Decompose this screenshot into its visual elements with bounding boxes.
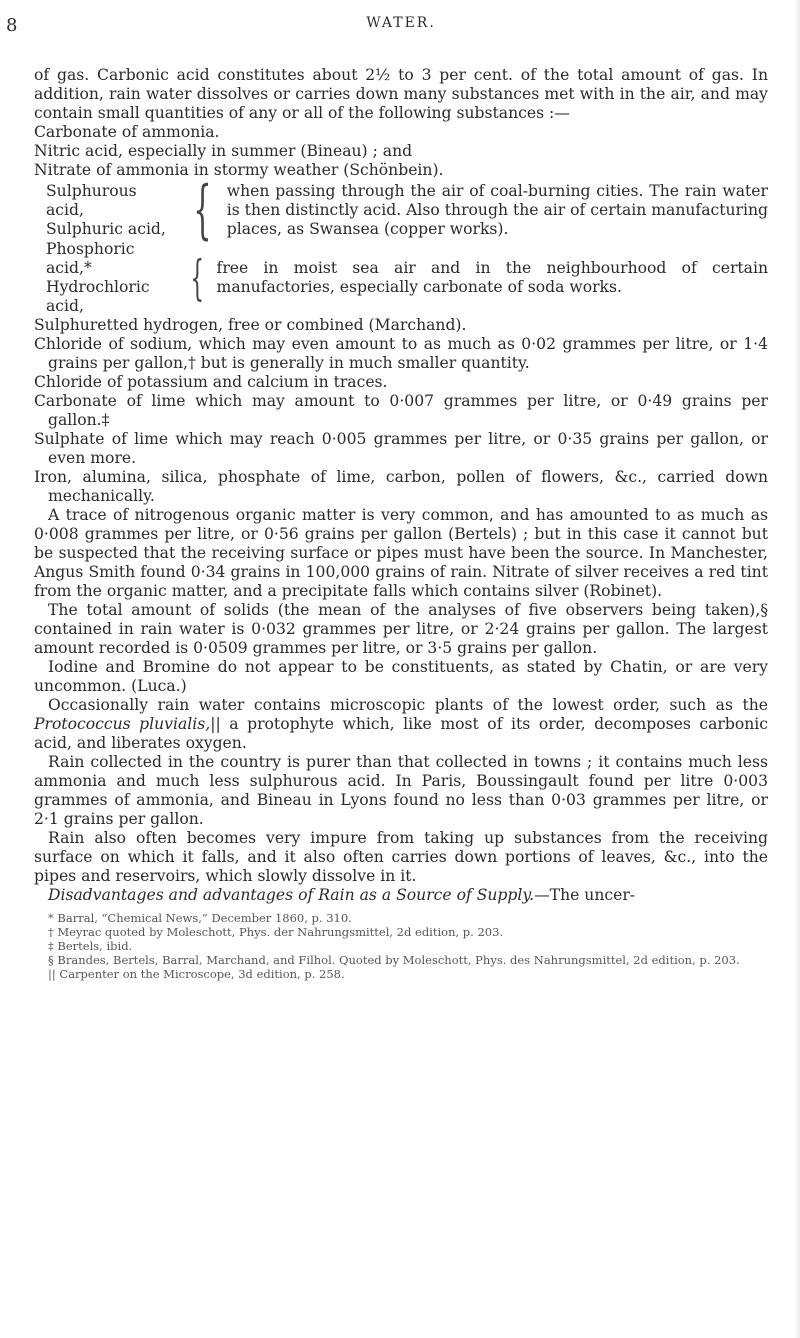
footnote: § Brandes, Bertels, Barral, Marchand, and Filhol. Quoted by Moleschott, Phys. des Nahrungsmittel, 2d edition, p. 203. — [48, 953, 740, 967]
list-item: Chloride of potassium and calcium in traces. — [34, 373, 388, 391]
list-item: Iron, alumina, silica, phosphate of lime, carbon, pollen of flowers, &c., carried down mechanically. — [34, 468, 768, 505]
page-header — [6, 0, 768, 40]
paragraph — [34, 696, 768, 753]
brace-left-items — [46, 182, 178, 239]
paragraph: The total amount of solids (the mean of the analyses of five observers being taken),§ contained in rain water is 0·032 grammes per litre, or 2·24 grains per gallon. The largest amount recorded is 0·0509 grammes per litre, or 3·5 grains per gallon. — [34, 601, 768, 657]
text-run: Occasionally rain water contains microscopic plants of the lowest order, such as the — [48, 696, 768, 714]
list-item: Sulphuric acid, — [46, 219, 166, 238]
brace-group-sulphur — [46, 173, 768, 247]
footnote: * Barral, “Chemical News,” December 1860, p. 310. — [48, 911, 352, 925]
brace-left-items — [46, 240, 178, 316]
section-heading: Disadvantages and advantages of Rain as a Source of Supply. — [48, 886, 535, 904]
paragraph: A trace of nitrogenous organic matter is very common, and has amounted to as much as 0·008 grammes per litre, or 0·56 grains per gallon (Bertels) ; but in this case it cannot but be suspected that the receiving surface or pipes must have been the source. In Manchester, Angus Smith found 0·34 grains in 100,000 grains of rain. Nitrate of silver receives a red tint from the organic matter, and a precipitate falls which contains silver (Robinet). — [34, 506, 768, 600]
page-body — [34, 66, 768, 905]
footnote: † Meyrac quoted by Moleschott, Phys. der Nahrungsmittel, 2d edition, p. 203. — [48, 925, 504, 939]
list-item: Sulphuretted hydrogen, free or combined (Marchand). — [34, 316, 467, 334]
list-item: Hydrochloric acid, — [46, 278, 150, 315]
footnote: ‡ Bertels, ibid. — [48, 939, 133, 953]
footnote: || Carpenter on the Microscope, 3d edition, p. 258. — [48, 967, 345, 981]
text-run: || a protophyte which, like most of its order, decomposes carbonic acid, and liberates oxygen. — [34, 715, 768, 752]
paragraph: Rain also often becomes very impure from taking up substances from the receiving surface on which it falls, and it also often carries down portions of leaves, &c., into the pipes and reservoirs, which slowly dissolve in it. — [34, 829, 768, 885]
list-item: Nitrate of ammonia in stormy weather (Schönbein). — [34, 161, 444, 179]
page-number: 8 — [6, 15, 18, 36]
list-item: Chloride of sodium, which may even amount to as much as 0·02 grammes per litre, or 1·4 grains per gallon,† but is generally in much smaller quantity. — [34, 335, 768, 372]
paragraph — [34, 886, 768, 905]
page-edge — [794, 0, 800, 1338]
paragraph: of gas. Carbonic acid constitutes about 2½ to 3 per cent. of the total amount of gas. In addition, rain water dissolves or carries down many substances met with in the air, and may contain small quantities of any or all of the following substances :— — [34, 66, 768, 122]
curly-brace: { — [190, 250, 205, 306]
curly-brace: { — [193, 173, 212, 247]
list-item: Carbonate of lime which may amount to 0·007 grammes per litre, or 0·49 grains per gallon.‡ — [34, 392, 768, 429]
list-item: Carbonate of ammonia. — [34, 123, 220, 141]
species-name: Protococcus pluvialis, — [34, 715, 211, 733]
list-item: Sulphate of lime which may reach 0·005 grammes per litre, or 0·35 grains per gallon, or even more. — [34, 430, 768, 467]
list-item: Nitric acid, especially in summer (Bineau) ; and — [34, 142, 413, 160]
paragraph: Iodine and Bromine do not appear to be constituents, as stated by Chatin, or are very uncommon. (Luca.) — [34, 658, 768, 695]
book-page — [6, 0, 768, 981]
brace-description: when passing through the air of coal-burning cities. The rain water is then distinctly acid. Also through the air of certain manufacturing places, as Swansea (copper works). — [226, 181, 768, 238]
brace-description: free in moist sea air and in the neighbourhood of certain manufactories, especially carbonate of soda works. — [216, 259, 768, 296]
brace-group-acids — [46, 240, 768, 316]
text-run: —The uncer- — [534, 886, 636, 904]
list-item: Phosphoric acid,* — [46, 240, 135, 277]
paragraph: Rain collected in the country is purer than that collected in towns ; it contains much less ammonia and much less sulphurous acid. In Paris, Boussingault found per litre 0·003 grammes of ammonia, and Bineau in Lyons found no less than 0·03 grammes per litre, or 2·1 grains per gallon. — [34, 753, 768, 828]
running-head: WATER. — [366, 15, 436, 31]
footnotes — [34, 911, 768, 981]
list-item: Sulphurous acid, — [46, 181, 137, 219]
